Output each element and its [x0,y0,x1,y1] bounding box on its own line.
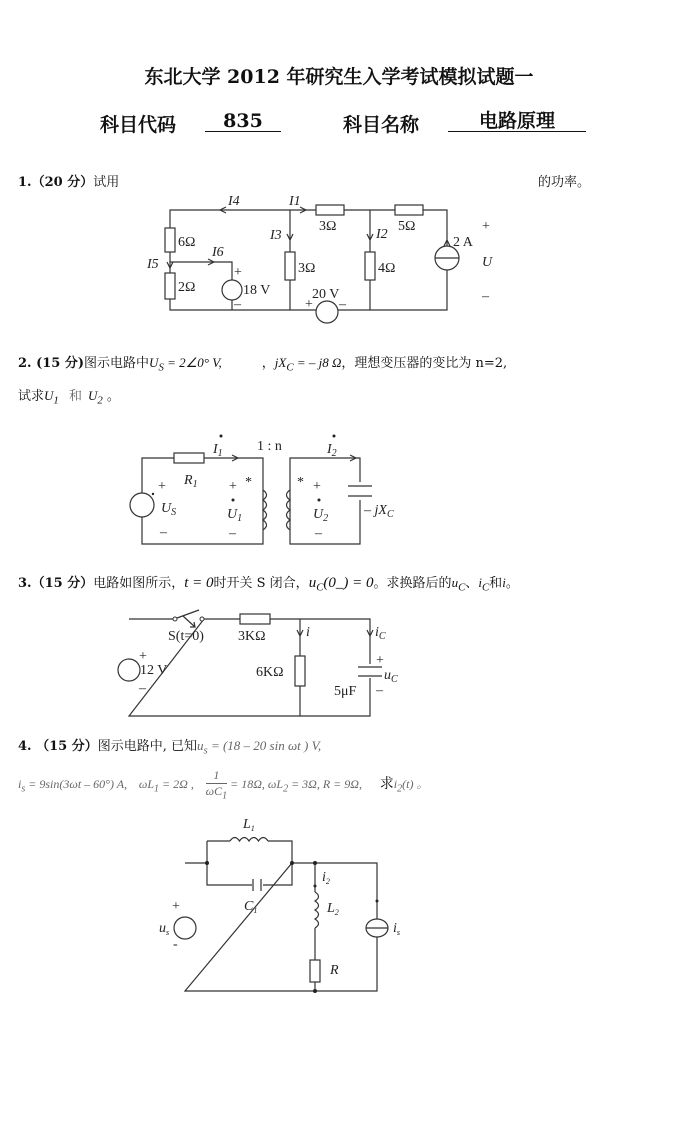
question-4-text-line2: $i_s = 9\sin(3\omega t - 60^\circ)$ A, $\omega L_1 = 2\Omega$ , $\frac{1}{\omega C_1}$ = 18Ω, $\omega L_2 = 3\Omega$, R = 9Ω, 求$i_2(t)$ 。 [18,768,429,802]
svg-text:+: + [482,219,490,234]
svg-text:–: – [376,683,383,698]
label-I1: I1 [289,194,301,209]
q2-number: 2. (15 分) [18,356,85,371]
label-ic: $i_C$ [375,625,386,642]
label-i: i [306,625,310,640]
label-I2: $I_2$ [327,442,337,459]
label-uc: $u_C$ [384,668,398,685]
svg-text:+: + [234,265,242,280]
label-4ohm: 4Ω [378,261,396,276]
svg-text:–: – [315,526,322,541]
subject-name-label: 科目名称 [343,114,420,136]
exam-title: 东北大学 2012 年研究生入学考试模拟试题一 [144,66,534,88]
svg-text:+: + [305,297,313,312]
question-2-text-line2: 试求$U_1$ 和 $U_2$ 。 [18,388,120,407]
label-switch: S(t=0) [168,629,204,644]
label-3ohm-horizontal: 3Ω [319,219,337,234]
label-U: U [482,255,493,270]
label-R1: $R_1$ [184,473,198,490]
label-ratio: 1 : n [257,439,282,454]
svg-text:+: + [376,653,384,668]
question-3-text: 3.（15 分）电路如图所示，t = 0时开关 S 闭合，$u_C(0\_) = 0$。求换路后的$u_C$、$i_C$和i。 [18,575,519,594]
q1-text-left: 试用 [93,175,120,190]
label-jXc: – $jX_C$ [364,503,394,520]
svg-text:–: – [339,297,346,312]
label-6k: 6KΩ [256,665,284,680]
label-12v: 12 V [140,663,168,678]
svg-text:+: + [313,479,321,494]
label-20v: 20 V [312,287,340,302]
label-U2: $U_2$ [313,507,329,524]
label-3ohm-vertical: 3Ω [298,261,316,276]
label-18v: 18 V [243,283,271,298]
resistor-R [310,960,320,982]
label-I2: I2 [376,227,388,242]
subject-code-label: 科目代码 [100,114,177,136]
svg-text:-: - [173,937,178,952]
label-3k: 3KΩ [238,629,266,644]
svg-text:–: – [234,297,241,312]
label-2ohm: 2Ω [178,280,196,295]
svg-text:–: – [482,289,489,304]
label-5ohm: 5Ω [398,219,416,234]
label-5uf: 5μF [334,684,357,699]
q1-text-right: 的功率。 [538,175,591,190]
label-us: $u_s$ [159,921,170,937]
label-2a: 2 A [453,235,473,250]
question-2-text-line1: 2. (15 分)图示电路中$U_S$ = 2∠0° V, ，$jX_C$ = – j8 Ω，理想变压器的变比为 n=2, [18,355,508,374]
inductor-L2 [315,892,319,928]
label-I5: I5 [147,257,159,272]
svg-text:*: * [245,475,252,490]
svg-text:+: + [172,899,180,914]
svg-text:+: + [158,479,166,494]
question-4-text-line1: 4. （15 分）图示电路中, 已知$u_s = (18 - 20$ sin ωt ) V, [18,738,322,757]
label-I1: $I_1$ [213,442,223,459]
q4-number: 4. （15 分） [18,739,98,754]
svg-text:+: + [139,649,147,664]
q2-us: U [149,355,159,370]
q2-jxc: jX [274,355,287,370]
label-I4: I4 [228,194,240,209]
label-I6: I6 [212,245,224,260]
label-6ohm: 6Ω [178,235,196,250]
q1-number: 1.（20 分） [18,175,94,190]
label-R: R [330,963,339,978]
svg-text:–: – [160,525,167,540]
subject-code-number: 835 [205,111,281,132]
label-i2: $i_2$ [322,870,330,886]
inductor-L1 [230,838,268,842]
label-L2: $L_2$ [327,901,339,917]
label-L1: $L_1$ [243,817,255,833]
voltage-source-us [174,917,196,939]
svg-text:*: * [297,475,304,490]
svg-text:–: – [229,526,236,541]
fraction-1-over-wc1: $\frac{1}{\omega C_1}$ [205,768,228,802]
label-is: $i_s$ [393,921,401,937]
label-I3: I3 [270,228,282,243]
label-C1: $C_1$ [244,899,258,915]
label-Us: $U_S$ [161,501,177,518]
svg-text:+: + [229,479,237,494]
label-U1: $U_1$ [227,507,243,524]
subject-name-text: 电路原理 [448,111,586,132]
q3-number: 3.（15 分） [18,576,94,591]
svg-text:–: – [139,681,146,696]
